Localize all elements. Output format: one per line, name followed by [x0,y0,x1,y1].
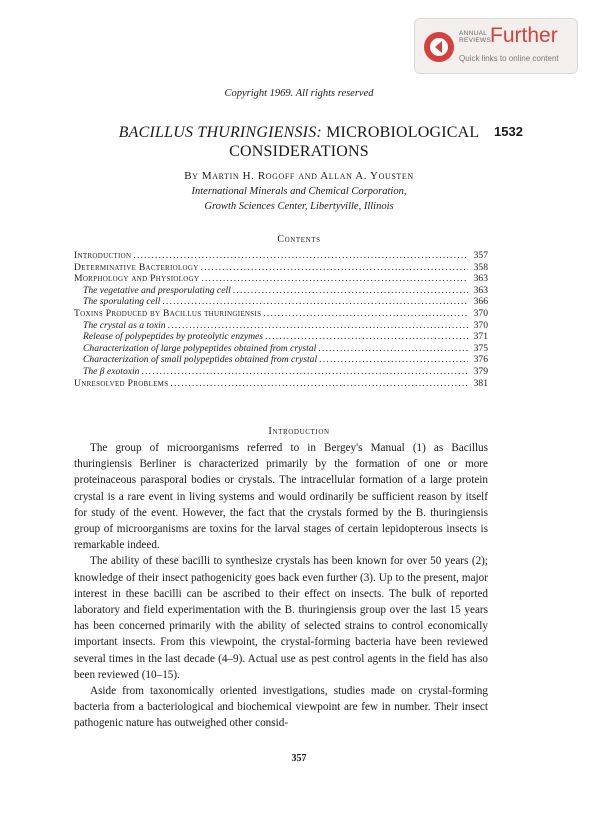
toc-entry-page: 358 [473,261,488,273]
table-of-contents [74,250,488,389]
copyright-notice: Copyright 1969. All rights reserved [224,88,374,99]
toc-entry-page: 363 [473,284,488,296]
toc-entry-page: 376 [473,354,488,366]
toc-entry-page: 370 [473,307,488,319]
toc-entry[interactable] [74,354,488,366]
contents-heading: Contents [277,234,321,245]
toc-entry-label: Determinative Bacteriology [74,261,199,273]
body-paragraph: The ability of these bacilli to synthesize crystals has been known for over 50 years (2); knowledge of their insect pathogenicity goes back even further (3). Up to the present, major interest in these bacilli can be ascribed to their effect on insects. The bulk of reported laboratory and field experimentation with the B. thuringiensis group over the last 15 years has been concerned primarily with the ability of selected strains to control economically important insects. From this viewpoint, the crystal-forming bacteria have been reviewed several times in the last decade (4–9). Actual use as pest control agents in the field has also been reviewed (10–15). [74,555,488,681]
affiliation-line2: Growth Sciences Center, Libertyville, Illinois [204,201,394,212]
toc-entry[interactable] [74,250,488,262]
toc-entry[interactable] [74,331,488,343]
introduction-body [74,440,488,732]
toc-entry[interactable] [74,273,488,285]
toc-entry-page: 379 [473,365,488,377]
toc-entry-page: 357 [473,250,488,261]
toc-entry-label: Characterization of small polypeptides obtained from crystal [83,354,318,366]
toc-entry[interactable] [74,308,488,320]
toc-entry-label: Release of polypeptides by proteolytic enzymes [83,331,263,343]
authors: By Martin H. Rogoff and Allan A. Yousten [184,170,414,182]
page-id: 1532 [494,124,523,139]
toc-leader-dots [162,296,468,308]
badge-title: Further [490,24,558,47]
page-number: 357 [291,753,307,764]
badge-brand-line2: REVIEWS [459,37,492,44]
toc-leader-dots [318,343,468,355]
toc-leader-dots [319,354,468,366]
toc-entry-page: 371 [473,331,488,343]
badge-subtitle: Quick links to online content [459,54,559,63]
toc-entry-page: 363 [473,273,488,285]
badge-brand [459,30,491,44]
toc-entry-label: Toxins Produced by Bacillus thuringiensis [74,307,262,319]
article-title-rest: MICROBIOLOGICAL [321,124,480,141]
toc-entry-page: 366 [473,296,488,308]
body-paragraph: The group of microorganisms referred to in Bergey's Manual (1) as Bacillus thuringiensis Berliner is characterized primarily by the formation of one or more proteinaceous parasporal bodies or crystals. The intracellular formation of a large protein crystal is a rare event in living systems and would ordinarily be sufficient reason by itself for study of the event. However, the fact that the crystals formed by the B. thuringiensis group of microorganisms are toxins for the larval stages of certain lepidopterous insects is remarkable indeed. [74,442,488,552]
toc-entry[interactable] [74,366,488,378]
toc-leader-dots [168,320,468,332]
toc-entry-label: Introduction [74,250,132,261]
article-title-line2: CONSIDERATIONS [229,143,369,160]
toc-leader-dots [133,250,468,262]
toc-entry[interactable] [74,343,488,355]
introduction-heading: Introduction [268,426,330,437]
toc-entry[interactable] [74,296,488,308]
affiliation-line1: International Minerals and Chemical Corporation, [191,186,407,197]
toc-entry-page: 375 [473,342,488,354]
toc-leader-dots [233,285,468,297]
badge-brand-line1: ANNUAL [459,30,488,37]
toc-entry-label: The crystal as a toxin [83,319,166,331]
toc-entry-label: Characterization of large polypeptides obtained from crystal [83,342,317,354]
toc-leader-dots [265,331,468,343]
toc-leader-dots [201,273,468,285]
toc-entry-label: The sporulating cell [83,296,161,308]
toc-entry-page: 370 [473,319,488,331]
toc-leader-dots [263,308,468,320]
toc-leader-dots [141,366,468,378]
toc-entry-page: 381 [473,377,488,389]
toc-entry-label: The vegetative and presporulating cell [83,284,231,296]
body-paragraph: Aside from taxonomically oriented investigations, studies made on crystal-forming bacteria from a bacteriological and biochemical viewpoint are few in number. Their insect pathogenic nature has outweighed other consid- [74,685,488,730]
further-badge[interactable] [414,18,578,74]
toc-leader-dots [201,262,468,274]
toc-entry-label: Morphology and Physiology [74,273,200,285]
toc-entry-label: Unresolved Problems [74,377,169,389]
further-logo-icon [423,31,455,63]
toc-entry[interactable] [74,262,488,274]
article-title-italic: BACILLUS THURINGIENSIS: [118,124,322,141]
toc-entry[interactable] [74,285,488,297]
toc-entry[interactable] [74,320,488,332]
toc-entry-label: The β exotoxin [83,365,140,377]
toc-entry[interactable] [74,378,488,390]
toc-leader-dots [170,378,468,390]
